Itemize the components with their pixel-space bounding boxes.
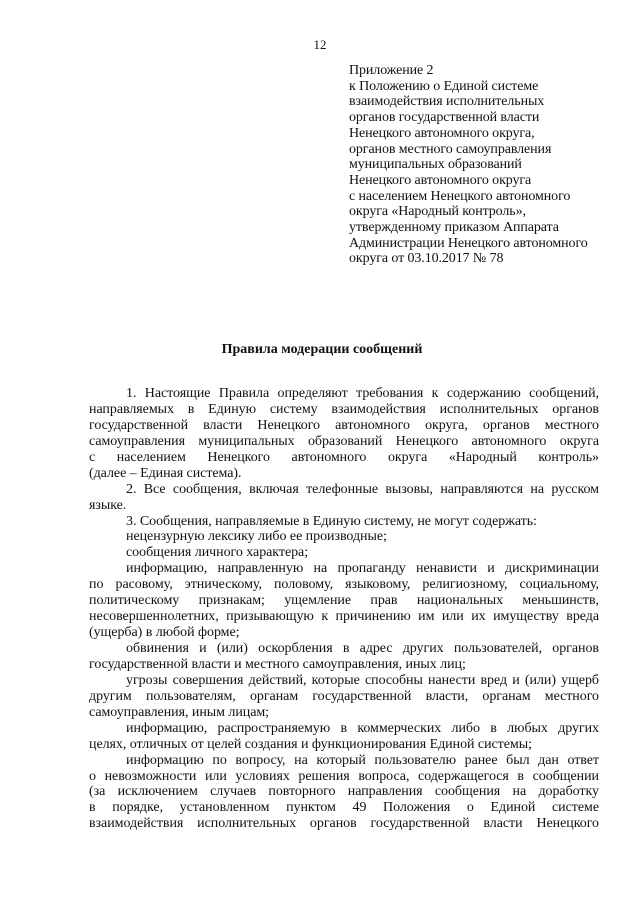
body-line: взаимодействия исполнительных органов государственной власти Ненецкого — [89, 816, 599, 832]
body-line: другим пользователям, органам государственной власти, органам местного — [89, 688, 599, 704]
appendix-header — [349, 63, 619, 267]
body-line: 3. Сообщения, направляемые в Единую систему, не могут содержать: — [126, 513, 537, 529]
body-line: угрозы совершения действий, которые способны нанести вред и (или) ущерб — [126, 672, 599, 688]
body-line: языке. — [89, 497, 127, 513]
appendix-line: органов местного самоуправления — [349, 141, 552, 157]
body-line: сообщения личного характера; — [126, 545, 309, 561]
body-line: направляемых в Единую систему взаимодействия исполнительных органов — [89, 401, 599, 417]
appendix-line: округа «Народный контроль», — [349, 204, 526, 220]
body-line: о невозможности или условиях решения вопроса, содержащегося в сообщении — [89, 768, 599, 784]
appendix-line: утвержденному приказом Аппарата — [349, 220, 559, 236]
page-number: 12 — [313, 37, 327, 52]
body-line: по расовому, этническому, половому, языковому, религиозному, социальному, — [89, 577, 599, 593]
body-line: целях, отличных от целей создания и функционирования Единой системы; — [89, 736, 532, 752]
body-line: (за исключением случаев повторного направления сообщения на доработку — [89, 784, 599, 800]
appendix-line: Ненецкого автономного округа, — [349, 125, 535, 141]
body-line: в порядке, установленном пунктом 49 Положения о Единой системе — [89, 800, 599, 816]
document-body — [89, 386, 599, 832]
body-line: (далее – Единая система). — [89, 465, 242, 481]
body-line: несовершеннолетних, призывающую к причинению им или их имуществу вреда — [89, 609, 599, 625]
appendix-line: к Положению о Единой системе — [349, 78, 539, 94]
appendix-line: Администрации Ненецкого автономного — [349, 235, 588, 251]
appendix-line: муниципальных образований — [349, 157, 522, 173]
appendix-line: с населением Ненецкого автономного — [349, 188, 571, 204]
document-title: Правила модерации сообщений — [221, 342, 423, 357]
body-line: самоуправления муниципальных образований Ненецкого автономного округа — [89, 433, 599, 449]
body-line: государственной власти и местного самоуправления, иных лиц; — [89, 656, 466, 672]
body-line: политическому признакам; ущемление прав национальных меньшинств, — [89, 593, 599, 609]
appendix-line: Приложение 2 — [349, 63, 434, 78]
body-line: информацию, распространяемую в коммерческих либо в любых других — [126, 720, 599, 736]
body-line: 1. Настоящие Правила определяют требования к содержанию сообщений, — [126, 386, 599, 401]
body-line: с населением Ненецкого автономного округа «Народный контроль» — [89, 449, 599, 465]
body-line: (ущерба) в любой форме; — [89, 625, 240, 641]
body-line: самоуправления, иным лицам; — [89, 704, 270, 720]
body-line: информацию, направленную на пропаганду ненависти и дискриминации — [126, 561, 599, 577]
body-line: обвинения и (или) оскорбления в адрес других пользователей, органов — [126, 641, 599, 656]
appendix-line: органов государственной власти — [349, 110, 540, 126]
body-line: нецензурную лексику либо ее производные; — [126, 529, 387, 545]
appendix-line: взаимодействия исполнительных — [349, 94, 545, 110]
body-line: государственной власти Ненецкого автономного округа, органов местного — [89, 417, 599, 433]
body-line: информацию по вопросу, на который пользователю ранее был дан ответ — [126, 752, 599, 768]
appendix-line: округа от 03.10.2017 № 78 — [349, 251, 504, 267]
body-line: 2. Все сообщения, включая телефонные вызовы, направляются на русском — [126, 481, 599, 497]
appendix-line: Ненецкого автономного округа — [349, 172, 532, 188]
